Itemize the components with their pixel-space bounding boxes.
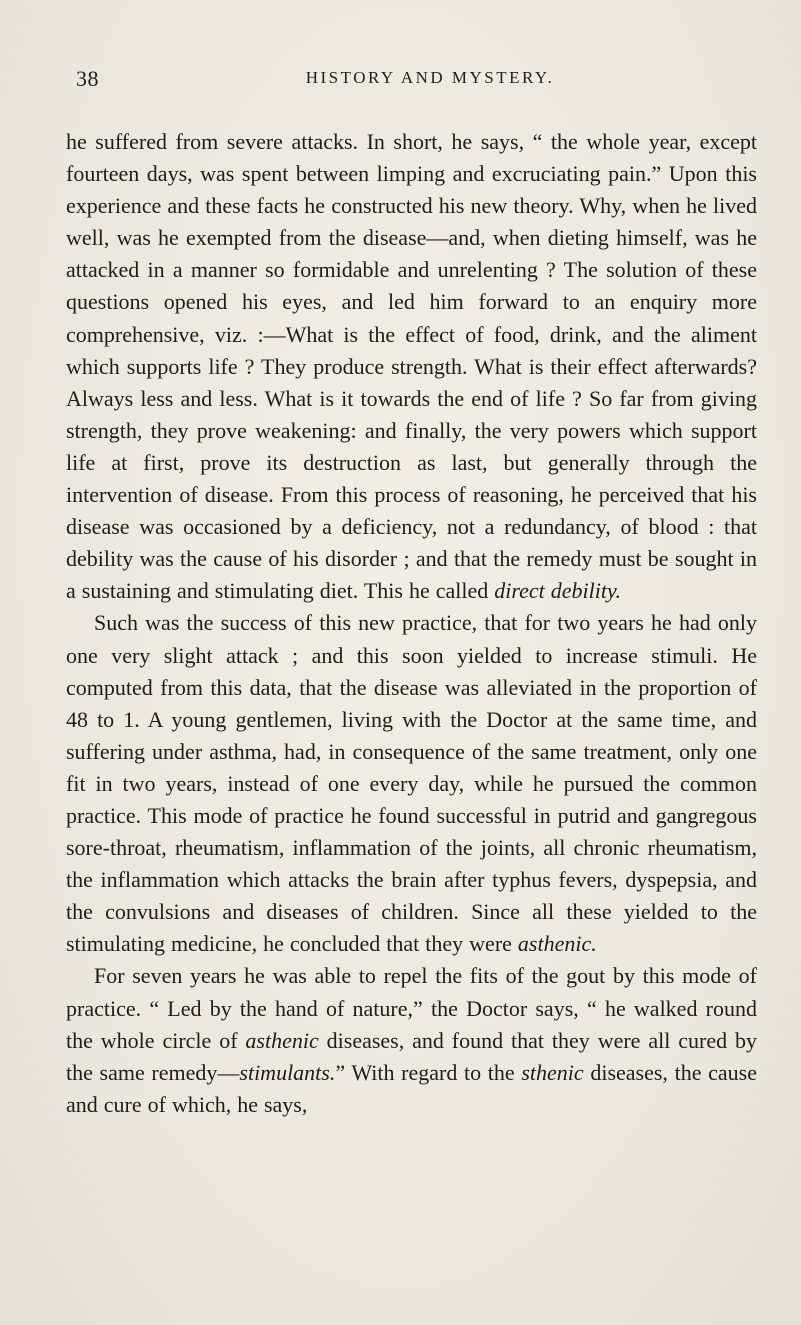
text-run: For seven years he was able to repel the fits of the gout by this mode of practice. “ Led by the hand of nature,” the Doctor says, “ he walked round the whole circle of xyxy=(66,963,757,1053)
italic-text: sthenic xyxy=(521,1059,584,1085)
text-run: diseases, the cause and cure of which, he says, xyxy=(66,1059,757,1117)
text-run: Such was the success of this new practice, that for two years he had only one very slight attack ; and this soon yielded to increase stimuli. He computed from this data, that the disease was alleviated in the proportion of 48 to 1. A young gentlemen, living with the Doctor at the same time, and suffering under asthma, had, in consequence of the same treatment, only one fit in two years, instead of one every day, while he pursued the common practice. This mode of practice he found successful in putrid and gangregous sore-throat, rheumatism, inflammation of the joints, all chronic rheumatism, the inflammation which attacks the brain after typhus fevers, dyspepsia, and the convulsions and diseases of children. Since all these yielded to the stimulating medicine, he concluded that they were xyxy=(66,610,757,957)
paragraph xyxy=(66,607,757,960)
page-header xyxy=(76,66,776,96)
body-text xyxy=(66,126,757,1121)
paragraph xyxy=(66,960,757,1120)
running-head: HISTORY AND MYSTERY. xyxy=(305,68,555,87)
page-number: 38 xyxy=(76,66,99,91)
paragraph xyxy=(66,126,757,607)
italic-text: asthenic. xyxy=(517,931,597,957)
text-run: diseases, and found that they were all cured by the same remedy— xyxy=(66,1027,757,1085)
italic-text: asthenic xyxy=(245,1027,319,1053)
italic-text: stimulants. xyxy=(239,1059,336,1085)
text-run: ” With regard to the xyxy=(335,1059,522,1085)
text-run: he suffered from severe attacks. In short, he says, “ the whole year, except fourteen days, was spent between limping and excruciating pain.” Upon this experience and these facts he constructed his new theory. Why, when he lived well, was he exempted from the disease—and, when dieting himself, was he attacked in a manner so formidable and unrelenting ? The solution of these questions opened his eyes, and led him forward to an enquiry more comprehensive, viz. :—What is the effect of food, drink, and the aliment which supports life ? They produce strength. What is their effect afterwards? Always less and less. What is it towards the end of life ? So far from giving strength, they prove weakening: and finally, the very powers which support life at first, prove its destruction as last, but generally through the intervention of disease. From this process of reasoning, he perceived that his disease was occasioned by a deficiency, not a redundancy, of blood : that debility was the cause of his disorder ; and that the remedy must be sought in a sustaining and stimulating diet. This he called xyxy=(66,129,757,604)
italic-text: direct debility. xyxy=(494,578,622,604)
